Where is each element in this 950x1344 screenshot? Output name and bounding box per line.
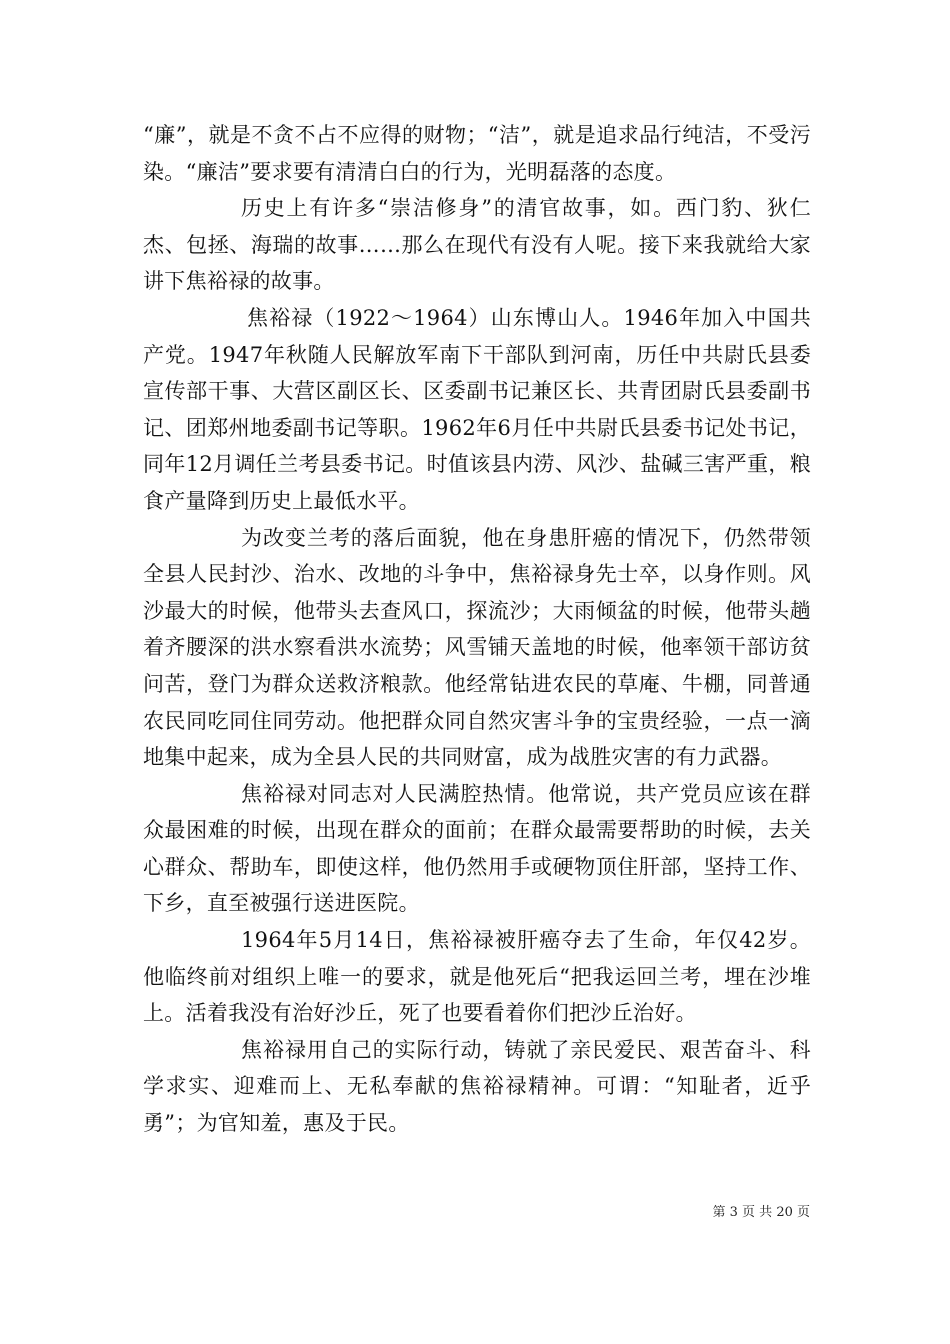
paragraph-history: 历史上有许多“崇洁修身”的清官故事，如。西门豹、狄仁杰、包拯、海瑞的故事……那么在现代有没有人呢。接下来我就给大家讲下焦裕禄的故事。 (143, 196, 811, 294)
document-body (143, 117, 811, 1142)
paragraph-lankao: 为改变兰考的落后面貌，他在身患肝癌的情况下，仍然带领全县人民封沙、治水、改地的斗争中，焦裕禄身先士卒，以身作则。风沙最大的时候，他带头去查风口，探流沙；大雨倾盆的时候，他带头趟着齐腰深的洪水察看洪水流势；风雪铺天盖地的时候，他率领干部访贫问苦，登门为群众送救济粮款。他经常钻进农民的草庵、牛棚，同普通农民同吃同住同劳动。他把群众同自然灾害斗争的宝贵经验，一点一滴地集中起来，成为全县人民的共同财富，成为战胜灾害的有力武器。 (143, 525, 811, 770)
paragraph-death: 1964年5月14日，焦裕禄被肝癌夺去了生命，年仅42岁。他临终前对组织上唯一的要求，就是他死后“把我运回兰考，埋在沙堆上。活着我没有治好沙丘，死了也要看着你们把沙丘治好。 (143, 928, 811, 1026)
page-number: 第 3 页 共 20 页 (712, 1205, 810, 1220)
paragraph-definition: “廉”，就是不贪不占不应得的财物；“洁”，就是追求品行纯洁，不受污染。“廉洁”要求要有清清白白的行为，光明磊落的态度。 (143, 123, 811, 184)
paragraph-biography: 焦裕禄（1922～1964）山东博山人。1946年加入中国共产党。1947年秋随人民解放军南下干部队到河南，历任中共尉氏县委宣传部干事、大营区副区长、区委副书记兼区长、共青团尉氏县委副书记、团郑州地委副书记等职。1962年6月任中共尉氏县委书记处书记，同年12月调任兰考县委书记。时值该县内涝、风沙、盐碱三害严重，粮食产量降到历史上最低水平。 (143, 305, 811, 513)
paragraph-dedication: 焦裕禄对同志对人民满腔热情。他常说，共产党员应该在群众最困难的时候，出现在群众的面前；在群众最需要帮助的时候，去关心群众、帮助车，即使这样，他仍然用手或硬物顶住肝部，坚持工作、下乡，直至被强行送进医院。 (143, 781, 811, 916)
paragraph-spirit: 焦裕禄用自己的实际行动，铸就了亲民爱民、艰苦奋斗、科学求实、迎难而上、无私奉献的焦裕禄精神。可谓：“知耻者，近乎勇”；为官知羞，惠及于民。 (143, 1037, 811, 1136)
